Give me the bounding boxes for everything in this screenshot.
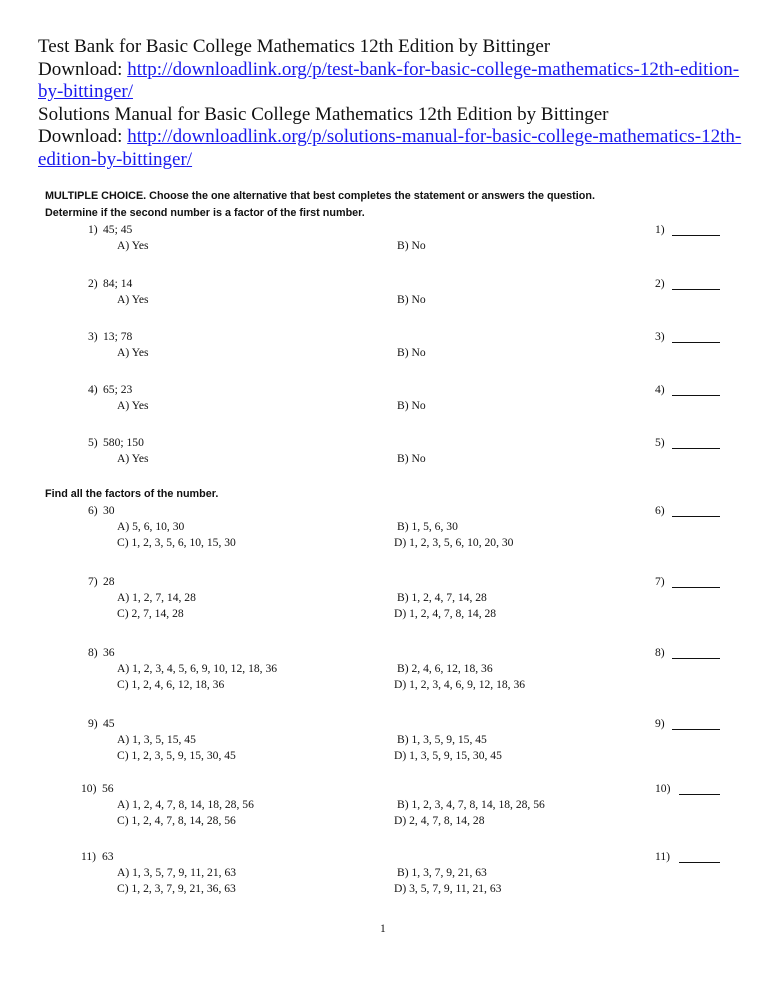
question-prompt: 56 <box>102 782 114 795</box>
answer-blank <box>672 658 720 659</box>
answer-blank <box>672 235 720 236</box>
answer-option: A) 1, 2, 3, 4, 5, 6, 9, 10, 12, 18, 36 <box>117 662 278 675</box>
answer-option: B) 1, 2, 4, 7, 14, 28 <box>397 591 487 604</box>
question-number: 10) <box>81 782 97 795</box>
answer-option: C) 1, 2, 4, 7, 8, 14, 28, 56 <box>117 814 236 827</box>
answer-option: C) 1, 2, 3, 7, 9, 21, 36, 63 <box>117 882 236 895</box>
question-prompt: 36 <box>103 646 115 659</box>
answer-blank <box>672 289 720 290</box>
answer-option: B) 1, 3, 5, 9, 15, 45 <box>397 733 487 746</box>
answer-option: B) 1, 2, 3, 4, 7, 8, 14, 18, 28, 56 <box>397 798 545 811</box>
answer-option: A) 1, 2, 7, 14, 28 <box>117 591 196 604</box>
question-prompt: 13; 78 <box>103 330 133 343</box>
question-prompt: 30 <box>103 504 115 517</box>
answer-label: 10) <box>655 782 671 795</box>
answer-blank <box>679 862 720 863</box>
answer-option: B) No <box>397 452 426 465</box>
solutions-link[interactable]: http://downloadlink.org/p/solutions-manual-for-basic-college-mathematics-12th-edition-by-bittinger/ <box>38 126 742 170</box>
answer-option: B) 1, 3, 7, 9, 21, 63 <box>397 866 487 879</box>
answer-option: A) 1, 3, 5, 7, 9, 11, 21, 63 <box>117 866 237 879</box>
answer-blank <box>672 342 720 343</box>
answer-option: A) Yes <box>117 452 149 465</box>
answer-option: B) No <box>397 239 426 252</box>
question-number: 1) <box>88 223 98 236</box>
answer-option: A) Yes <box>117 239 149 252</box>
document-header <box>38 36 758 172</box>
answer-blank <box>672 587 720 588</box>
test-bank-title: Test Bank for Basic College Mathematics 12th Edition by Bittinger <box>38 36 551 57</box>
answer-option: C) 1, 2, 3, 5, 9, 15, 30, 45 <box>117 749 236 762</box>
answer-option: A) 5, 6, 10, 30 <box>117 520 185 533</box>
solutions-title: Solutions Manual for Basic College Mathematics 12th Edition by Bittinger <box>38 103 609 125</box>
question-prompt: 580; 150 <box>103 436 144 449</box>
download-label: Download: <box>38 126 128 148</box>
answer-option: B) 1, 5, 6, 30 <box>397 520 458 533</box>
answer-label: 8) <box>655 646 665 659</box>
answer-option: D) 1, 3, 5, 9, 15, 30, 45 <box>394 749 502 762</box>
question-prompt: 45 <box>103 717 115 730</box>
answer-option: C) 1, 2, 3, 5, 6, 10, 15, 30 <box>117 536 236 549</box>
answer-option: D) 1, 2, 3, 5, 6, 10, 20, 30 <box>394 536 514 549</box>
answer-label: 9) <box>655 717 665 730</box>
instructions: MULTIPLE CHOICE. Choose the one alternative that best completes the statement or answers the question. <box>45 190 595 202</box>
question-number: 7) <box>88 575 98 588</box>
answer-option: C) 2, 7, 14, 28 <box>117 607 184 620</box>
answer-label: 11) <box>655 850 671 863</box>
question-number: 3) <box>88 330 98 343</box>
question-prompt: 45; 45 <box>103 223 133 236</box>
answer-label: 5) <box>655 436 665 449</box>
answer-label: 4) <box>655 383 665 396</box>
test-bank-link[interactable]: http://downloadlink.org/p/test-bank-for-basic-college-mathematics-12th-edition-by-bittinger/ <box>38 58 740 103</box>
answer-option: D) 2, 4, 7, 8, 14, 28 <box>394 814 485 827</box>
answer-label: 1) <box>655 223 665 236</box>
question-number: 9) <box>88 717 98 730</box>
answer-blank <box>672 395 720 396</box>
question-prompt: 63 <box>102 850 114 863</box>
question-number: 11) <box>81 850 97 863</box>
answer-option: B) No <box>397 346 426 359</box>
answer-option: B) 2, 4, 6, 12, 18, 36 <box>397 662 493 675</box>
answer-blank <box>672 516 720 517</box>
answer-label: 7) <box>655 575 665 588</box>
answer-option: D) 1, 2, 3, 4, 6, 9, 12, 18, 36 <box>394 678 526 691</box>
answer-label: 6) <box>655 504 665 517</box>
question-prompt: 65; 23 <box>103 383 133 396</box>
answer-option: B) No <box>397 399 426 412</box>
answer-option: B) No <box>397 293 426 306</box>
answer-option: A) Yes <box>117 293 149 306</box>
answer-option: D) 1, 2, 4, 7, 8, 14, 28 <box>394 607 497 620</box>
question-number: 6) <box>88 504 98 517</box>
answer-option: A) Yes <box>117 399 149 412</box>
question-prompt: 28 <box>103 575 115 588</box>
question-number: 2) <box>88 277 98 290</box>
answer-option: D) 3, 5, 7, 9, 11, 21, 63 <box>394 882 502 895</box>
page-number: 1 <box>380 922 386 935</box>
section-title: Find all the factors of the number. <box>45 488 219 500</box>
section-title: Determine if the second number is a factor of the first number. <box>45 207 365 219</box>
question-number: 4) <box>88 383 98 396</box>
download-label: Download: <box>38 58 128 80</box>
question-prompt: 84; 14 <box>103 277 133 290</box>
answer-label: 3) <box>655 330 665 343</box>
question-number: 8) <box>88 646 98 659</box>
answer-blank <box>672 448 720 449</box>
answer-option: A) 1, 3, 5, 15, 45 <box>117 733 196 746</box>
answer-option: C) 1, 2, 4, 6, 12, 18, 36 <box>117 678 225 691</box>
answer-label: 2) <box>655 277 665 290</box>
answer-blank <box>679 794 720 795</box>
question-number: 5) <box>88 436 98 449</box>
answer-option: A) Yes <box>117 346 149 359</box>
answer-blank <box>672 729 720 730</box>
answer-option: A) 1, 2, 4, 7, 8, 14, 18, 28, 56 <box>117 798 254 811</box>
